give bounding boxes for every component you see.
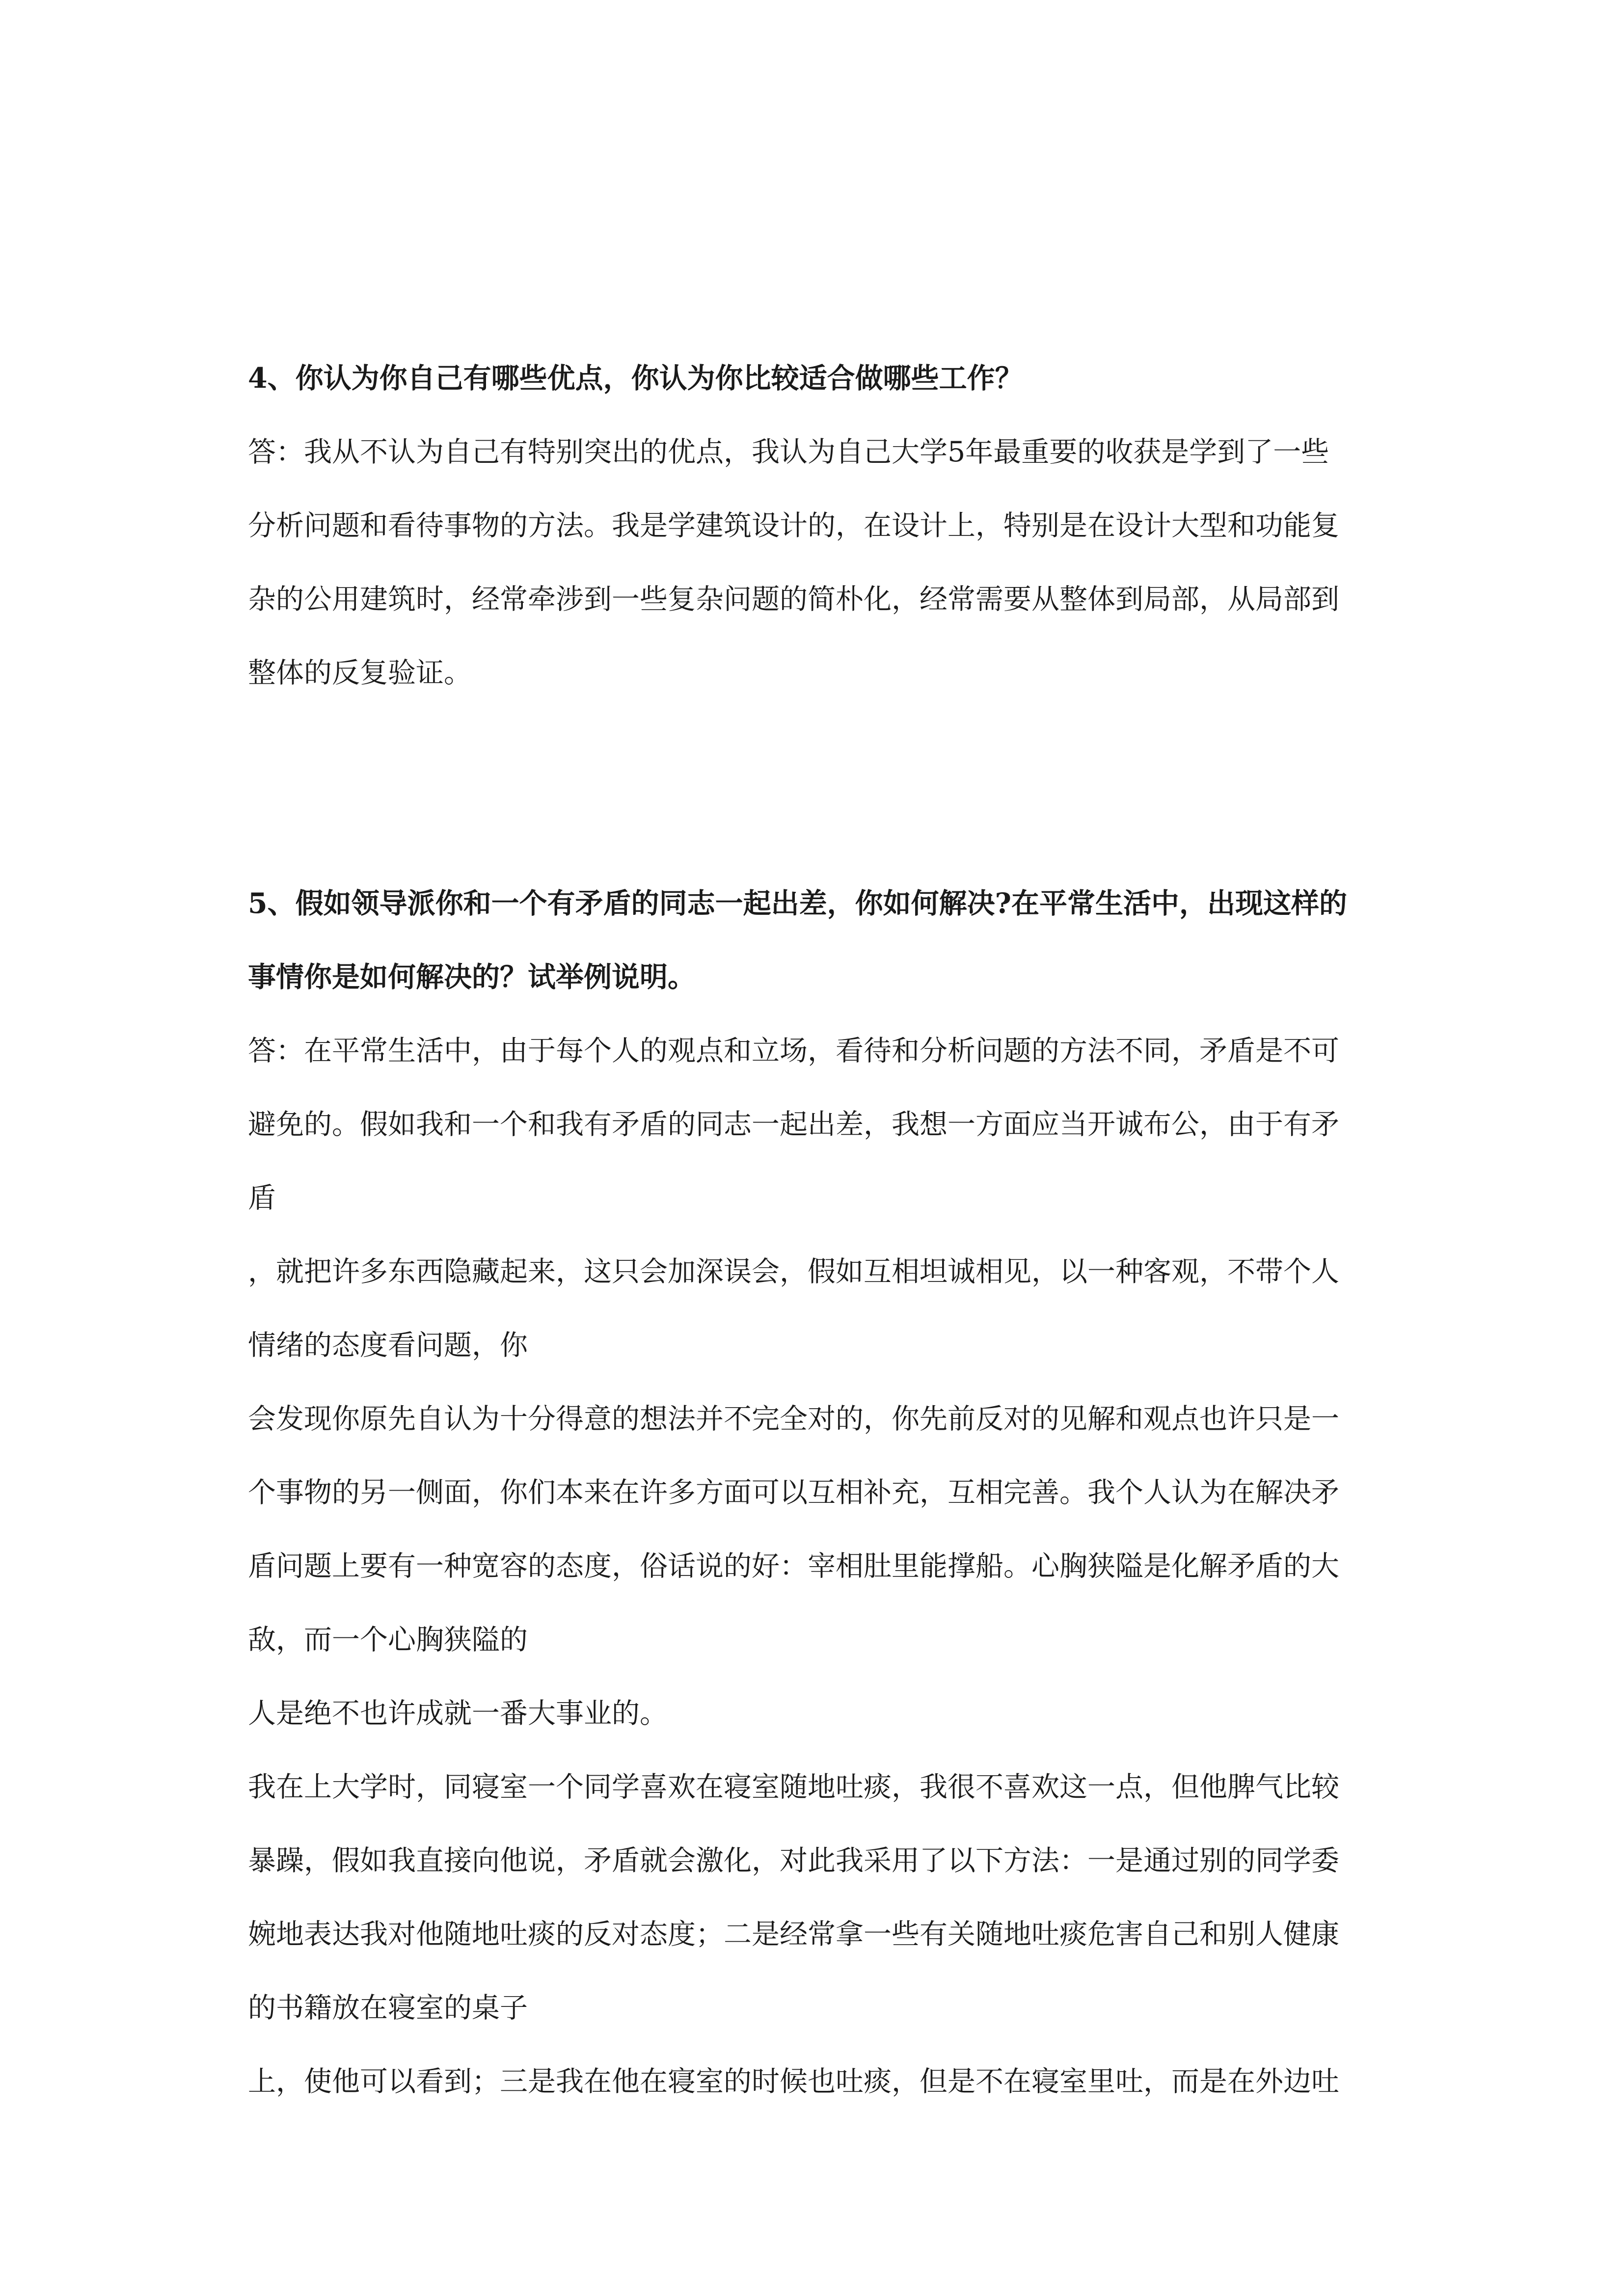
answer-4-line: 整体的反复验证。: [248, 657, 472, 689]
answer-5-line: 婉地表达我对他随地吐痰的反对态度；二是经常拿一些有关随地吐痰危害自己和别人健康: [248, 1918, 1339, 1950]
question-5-heading: 5、假如领导派你和一个有矛盾的同志一起出差，你如何解决?在平常生活中，出现这样的: [248, 887, 1348, 920]
answer-5-line: 盾问题上要有一种宽容的态度，俗话说的好：宰相肚里能撑船。心胸狭隘是化解矛盾的大: [248, 1550, 1339, 1582]
answer-5-line: 人是绝不也许成就一番大事业的。: [248, 1697, 668, 1730]
answer-5-line: 答：在平常生活中，由于每个人的观点和立场，看待和分析问题的方法不同，矛盾是不可: [248, 1035, 1339, 1067]
answer-5-line: 个事物的另一侧面，你们本来在许多方面可以互相补充，互相完善。我个人认为在解决矛: [248, 1476, 1339, 1509]
question-4-heading: 4、你认为你自己有哪些优点，你认为你比较适合做哪些工作？: [248, 362, 1023, 395]
answer-5-line: 的书籍放在寝室的桌子: [248, 1992, 528, 2024]
answer-5-line: 情绪的态度看问题，你: [248, 1329, 528, 1362]
answer-4-line: 分析问题和看待事物的方法。我是学建筑设计的，在设计上，特别是在设计大型和功能复: [248, 509, 1339, 542]
answer-5-line: 暴躁，假如我直接向他说，矛盾就会激化，对此我采用了以下方法：一是通过别的同学委: [248, 1844, 1339, 1877]
answer-5-line: 避免的。假如我和一个和我有矛盾的同志一起出差，我想一方面应当开诚布公，由于有矛: [248, 1108, 1339, 1141]
answer-5-line: 敌，而一个心胸狭隘的: [248, 1624, 528, 1656]
answer-5-line: 我在上大学时，同寝室一个同学喜欢在寝室随地吐痰，我很不喜欢这一点，但他脾气比较: [248, 1771, 1339, 1803]
answer-5-line: 上，使他可以看到；三是我在他在寝室的时候也吐痰，但是不在寝室里吐，而是在外边吐: [248, 2065, 1339, 2098]
question-5-heading: 事情你是如何解决的？试举例说明。: [248, 961, 696, 993]
answer-5-line: ，就把许多东西隐藏起来，这只会加深误会，假如互相坦诚相见，以一种客观，不带个人: [248, 1255, 1339, 1288]
answer-5-line: 盾: [248, 1182, 276, 1214]
answer-4-line: 杂的公用建筑时，经常牵涉到一些复杂问题的简朴化，经常需要从整体到局部，从局部到: [248, 583, 1339, 615]
answer-4-line: 答：我从不认为自己有特别突出的优点，我认为自己大学5年最重要的收获是学到了一些: [248, 436, 1329, 468]
answer-5-line: 会发现你原先自认为十分得意的想法并不完全对的，你先前反对的见解和观点也许只是一: [248, 1403, 1339, 1435]
